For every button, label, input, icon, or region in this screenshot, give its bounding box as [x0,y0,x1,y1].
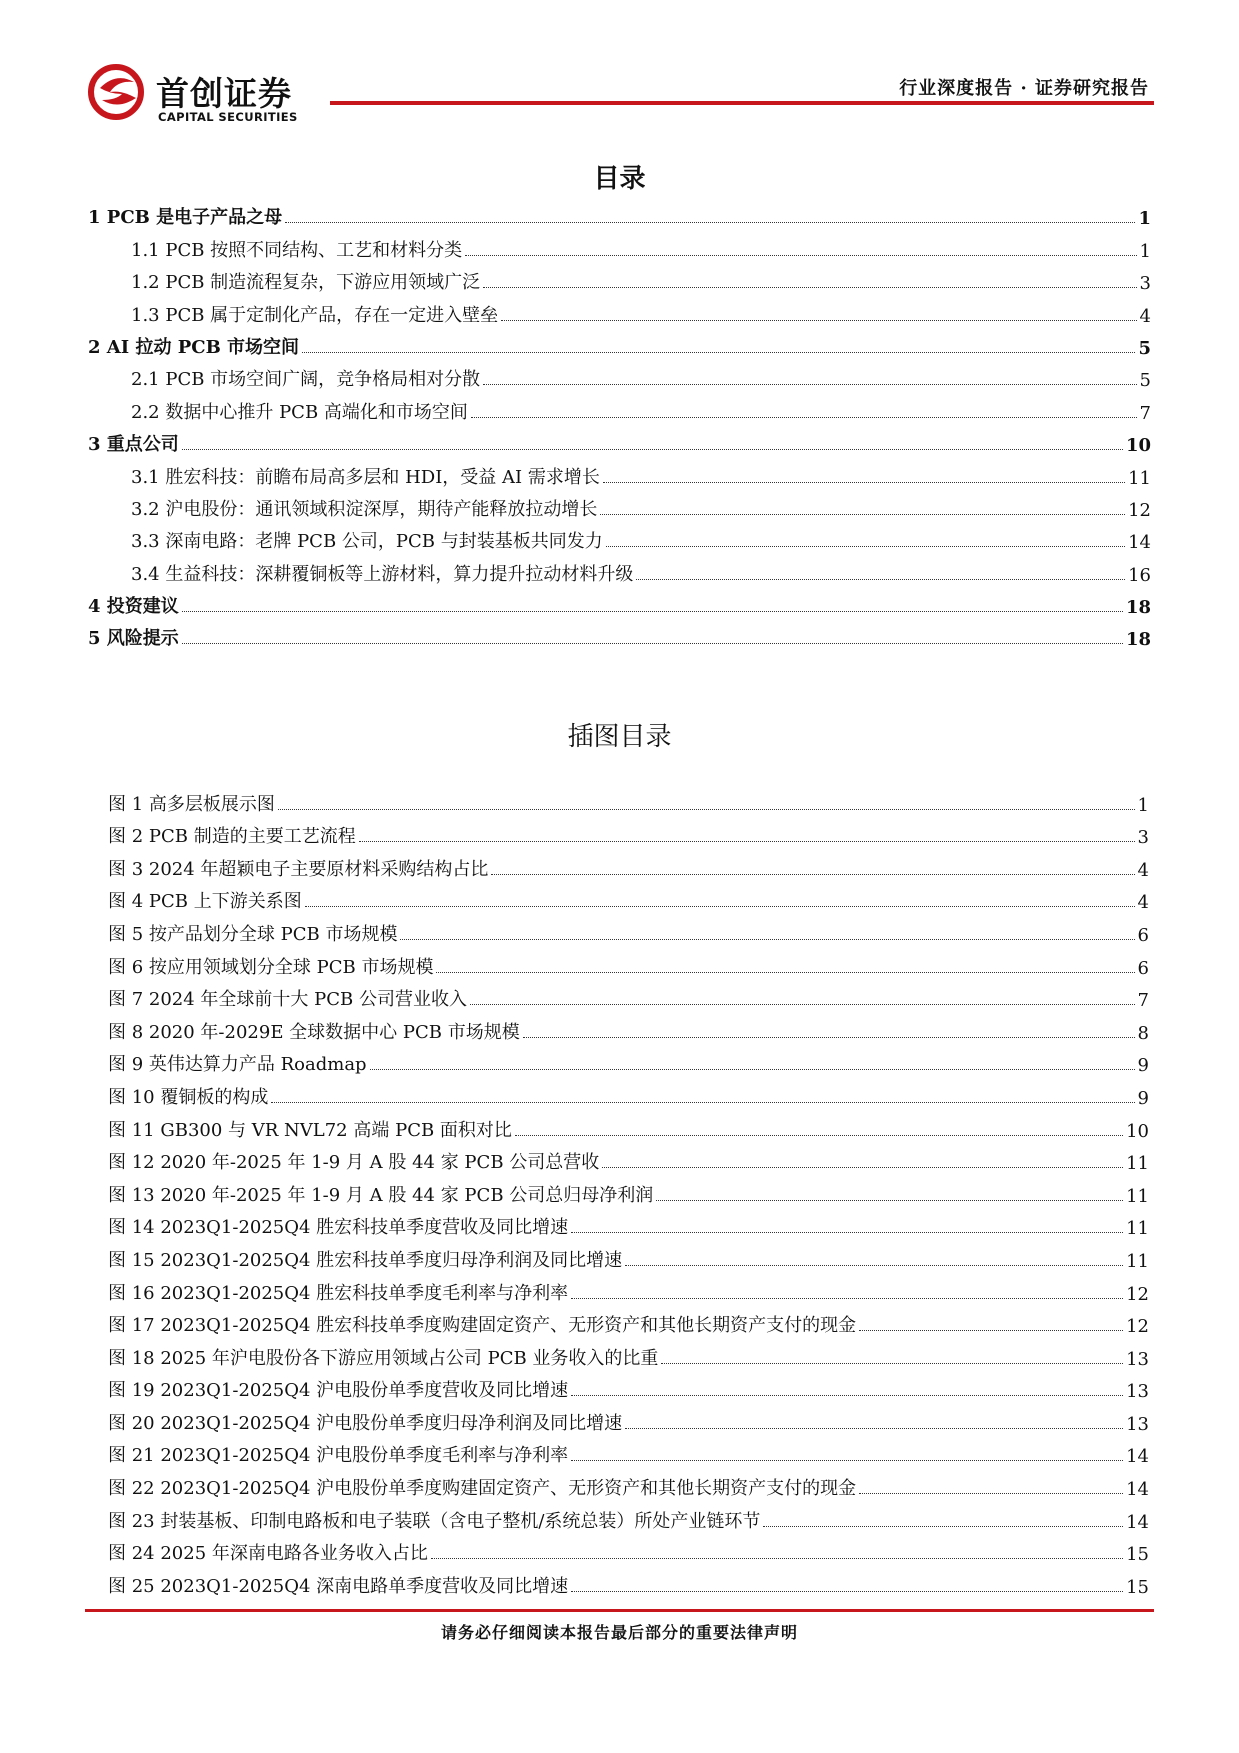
dot-leader [359,841,1135,842]
figure-entry-label: 图 9 英伟达算力产品 Roadmap [108,1054,367,1076]
figure-entry[interactable] [108,1109,1149,1142]
logo-english-name: CAPITAL SECURITIES [158,110,298,124]
figure-entry[interactable] [108,1435,1149,1468]
footer-divider [85,1609,1154,1612]
figure-entry-page: 6 [1137,957,1149,979]
figure-entry-page: 8 [1137,1022,1149,1044]
toc-entry-label: 1 PCB 是电子产品之母 [88,207,283,229]
toc-title: 目录 [593,164,646,194]
figure-entry[interactable] [108,783,1149,816]
figure-entry-page: 4 [1137,892,1149,914]
toc-entry-page: 12 [1128,499,1151,521]
figure-entry-page: 3 [1137,827,1149,849]
figure-entry[interactable] [108,1239,1149,1272]
figure-entry[interactable] [108,1500,1149,1533]
figure-entry-page: 1 [1137,794,1149,816]
dot-leader [523,1037,1135,1038]
toc-entry[interactable] [88,521,1151,553]
figure-entry-page: 14 [1126,1511,1149,1533]
toc-entry[interactable] [88,229,1151,261]
dot-leader [285,222,1135,223]
figure-entry-label: 图 18 2025 年沪电股份各下游应用领域占公司 PCB 业务收入的比重 [108,1347,659,1369]
dot-leader [431,1558,1123,1559]
toc-entry-label: 1.1 PCB 按照不同结构、工艺和材料分类 [131,239,463,261]
figure-entry[interactable] [108,1174,1149,1207]
figure-entry[interactable] [108,1370,1149,1403]
toc-entry[interactable] [88,456,1151,488]
dot-leader [182,449,1123,450]
dot-leader [370,1069,1135,1070]
dot-leader [302,352,1135,353]
figure-entry-label: 图 25 2023Q1-2025Q4 深南电路单季度营收及同比增速 [108,1575,569,1597]
toc-entry-page: 1 [1138,208,1151,230]
figure-entry-page: 9 [1137,1055,1149,1077]
toc-entry[interactable] [88,294,1151,326]
figure-entry[interactable] [108,946,1149,979]
toc-entry-label: 3.4 生益科技：深耕覆铜板等上游材料，算力提升拉动材料升级 [131,563,634,585]
dot-leader [182,611,1123,612]
toc-entry-page: 5 [1139,370,1151,392]
toc-entry-label: 3.1 胜宏科技：前瞻布局高多层和 HDI，受益 AI 需求增长 [131,466,600,488]
figure-entry[interactable] [108,1565,1149,1598]
dot-leader [515,1135,1123,1136]
dot-leader [470,1004,1135,1005]
dot-leader [606,546,1125,547]
dot-leader [656,1200,1123,1201]
figure-entry-page: 11 [1126,1218,1149,1240]
header-divider [330,101,1154,105]
dot-leader [501,320,1136,321]
toc-entry-label: 1.3 PCB 属于定制化产品，存在一定进入壁垒 [131,304,499,326]
figure-entry[interactable] [108,1533,1149,1566]
dot-leader [625,1428,1123,1429]
figure-entry-page: 12 [1126,1316,1149,1338]
figure-entry-page: 4 [1137,859,1149,881]
toc-entry-label: 3.3 深南电路：老牌 PCB 公司，PCB 与封装基板共同发力 [131,531,603,553]
figure-entry-page: 11 [1126,1153,1149,1175]
dot-leader [571,1232,1123,1233]
figure-entry-page: 10 [1126,1120,1149,1142]
dot-leader [571,1591,1123,1592]
toc-entry-label: 1.2 PCB 制造流程复杂，下游应用领域广泛 [131,272,481,294]
toc-entry-label: 2.1 PCB 市场空间广阔，竞争格局相对分散 [131,369,481,391]
dot-leader [182,643,1123,644]
toc-entry[interactable] [88,553,1151,585]
figure-entry[interactable] [108,1305,1149,1338]
figure-entry-page: 9 [1137,1087,1149,1109]
dot-leader [271,1102,1134,1103]
company-logo [88,64,348,124]
dot-leader [571,1460,1123,1461]
figure-entry-page: 15 [1126,1544,1149,1566]
toc-entry-page: 5 [1138,337,1151,359]
figure-entry-label: 图 11 GB300 与 VR NVL72 高端 PCB 面积对比 [108,1119,512,1141]
toc-entry-label: 3 重点公司 [88,434,179,456]
dot-leader [636,579,1125,580]
dot-leader [278,809,1135,810]
figure-list-title: 插图目录 [567,722,672,752]
figure-entry-page: 14 [1126,1446,1149,1468]
dot-leader [400,939,1134,940]
figure-entry-label: 图 2 PCB 制造的主要工艺流程 [108,826,356,848]
toc-entry-label: 3.2 沪电股份：通讯领域积淀深厚，期待产能释放拉动增长 [131,498,598,520]
dot-leader [571,1395,1123,1396]
figure-entry-label: 图 16 2023Q1-2025Q4 胜宏科技单季度毛利率与净利率 [108,1282,569,1304]
toc-entry[interactable] [88,424,1151,456]
figure-entry[interactable] [108,1467,1149,1500]
toc-list [88,197,1151,650]
report-type-label: 行业深度报告 · 证券研究报告 [899,78,1149,99]
dot-leader [483,384,1136,385]
figure-entry[interactable] [108,881,1149,914]
figure-entry-page: 13 [1126,1348,1149,1370]
figure-entry[interactable] [108,1076,1149,1109]
figure-entry[interactable] [108,848,1149,881]
toc-entry[interactable] [88,262,1151,294]
dot-leader [465,255,1136,256]
figure-entry[interactable] [108,1207,1149,1240]
figure-entry[interactable] [108,1044,1149,1077]
figure-entry[interactable] [108,1402,1149,1435]
dot-leader [471,417,1137,418]
figure-entry-label: 图 17 2023Q1-2025Q4 胜宏科技单季度购建固定资产、无形资产和其他长期资产支付的现金 [108,1315,857,1337]
figure-entry-label: 图 6 按应用领域划分全球 PCB 市场规模 [108,956,434,978]
toc-entry-page: 1 [1139,240,1151,262]
figure-entry-label: 图 12 2020 年-2025 年 1-9 月 A 股 44 家 PCB 公司总营收 [108,1152,600,1174]
figure-entry-page: 6 [1137,924,1149,946]
dot-leader [483,287,1136,288]
toc-entry[interactable] [88,586,1151,618]
toc-entry[interactable] [88,489,1151,521]
toc-entry[interactable] [88,359,1151,391]
toc-entry-page: 4 [1139,305,1151,327]
toc-entry[interactable] [88,327,1151,359]
dot-leader [763,1526,1123,1527]
figure-entry[interactable] [108,1142,1149,1175]
figure-entry[interactable] [108,1272,1149,1305]
figure-entry[interactable] [108,816,1149,849]
dot-leader [859,1330,1123,1331]
toc-entry-page: 18 [1125,629,1151,651]
figure-entry-page: 13 [1126,1413,1149,1435]
figure-entry[interactable] [108,1337,1149,1370]
figure-entry[interactable] [108,1011,1149,1044]
figure-entry-page: 7 [1137,990,1149,1012]
capital-securities-logo-icon [88,64,150,120]
figure-entry-page: 11 [1126,1250,1149,1272]
figure-entry-label: 图 23 封装基板、印制电路板和电子装联（含电子整机/系统总装）所处产业链环节 [108,1510,761,1532]
figure-entry-page: 14 [1126,1479,1149,1501]
figure-entry-label: 图 3 2024 年超颖电子主要原材料采购结构占比 [108,858,489,880]
toc-entry-page: 3 [1139,273,1151,295]
toc-entry[interactable] [88,618,1151,650]
toc-entry-label: 2.2 数据中心推升 PCB 高端化和市场空间 [131,401,468,423]
dot-leader [661,1363,1123,1364]
dot-leader [603,482,1125,483]
figure-entry-label: 图 24 2025 年深南电路各业务收入占比 [108,1543,428,1565]
toc-entry-page: 10 [1125,435,1151,457]
figure-entry-page: 12 [1126,1283,1149,1305]
toc-entry-label: 5 风险提示 [88,628,179,650]
figure-entry-label: 图 10 覆铜板的构成 [108,1086,269,1108]
figure-entry-page: 15 [1126,1576,1149,1598]
figure-entry-label: 图 15 2023Q1-2025Q4 胜宏科技单季度归母净利润及同比增速 [108,1249,623,1271]
toc-entry[interactable] [88,197,1151,229]
figure-entry-label: 图 14 2023Q1-2025Q4 胜宏科技单季度营收及同比增速 [108,1217,569,1239]
figure-entry-page: 13 [1126,1381,1149,1403]
figure-entry-label: 图 1 高多层板展示图 [108,793,275,815]
figure-entry[interactable] [108,913,1149,946]
dot-leader [305,906,1135,907]
toc-entry[interactable] [88,391,1151,423]
figure-entry-label: 图 8 2020 年-2029E 全球数据中心 PCB 市场规模 [108,1021,520,1043]
toc-entry-label: 4 投资建议 [88,596,179,618]
dot-leader [436,972,1134,973]
dot-leader [602,1167,1123,1168]
figure-entry-page: 11 [1126,1185,1149,1207]
toc-entry-page: 7 [1139,402,1151,424]
figure-entry-label: 图 22 2023Q1-2025Q4 沪电股份单季度购建固定资产、无形资产和其他长期资产支付的现金 [108,1478,857,1500]
figure-entry-label: 图 7 2024 年全球前十大 PCB 公司营业收入 [108,989,467,1011]
dot-leader [571,1298,1123,1299]
figure-entry-label: 图 20 2023Q1-2025Q4 沪电股份单季度归母净利润及同比增速 [108,1412,623,1434]
figure-entry-label: 图 13 2020 年-2025 年 1-9 月 A 股 44 家 PCB 公司总归母净利润 [108,1184,654,1206]
figure-entry-label: 图 19 2023Q1-2025Q4 沪电股份单季度营收及同比增速 [108,1380,569,1402]
dot-leader [600,514,1125,515]
toc-entry-page: 16 [1128,564,1151,586]
figure-entry-label: 图 21 2023Q1-2025Q4 沪电股份单季度毛利率与净利率 [108,1445,569,1467]
figure-list [108,783,1149,1598]
toc-entry-page: 11 [1128,467,1151,489]
dot-leader [491,874,1134,875]
toc-entry-label: 2 AI 拉动 PCB 市场空间 [88,336,300,358]
dot-leader [625,1265,1123,1266]
toc-entry-page: 14 [1128,532,1151,554]
figure-entry-label: 图 5 按产品划分全球 PCB 市场规模 [108,923,398,945]
figure-entry-label: 图 4 PCB 上下游关系图 [108,891,302,913]
dot-leader [859,1493,1123,1494]
legal-disclaimer: 请务必仔细阅读本报告最后部分的重要法律声明 [440,1623,798,1642]
logo-chinese-name: 首创证券 [156,74,292,113]
figure-entry[interactable] [108,979,1149,1012]
toc-entry-page: 18 [1125,597,1151,619]
